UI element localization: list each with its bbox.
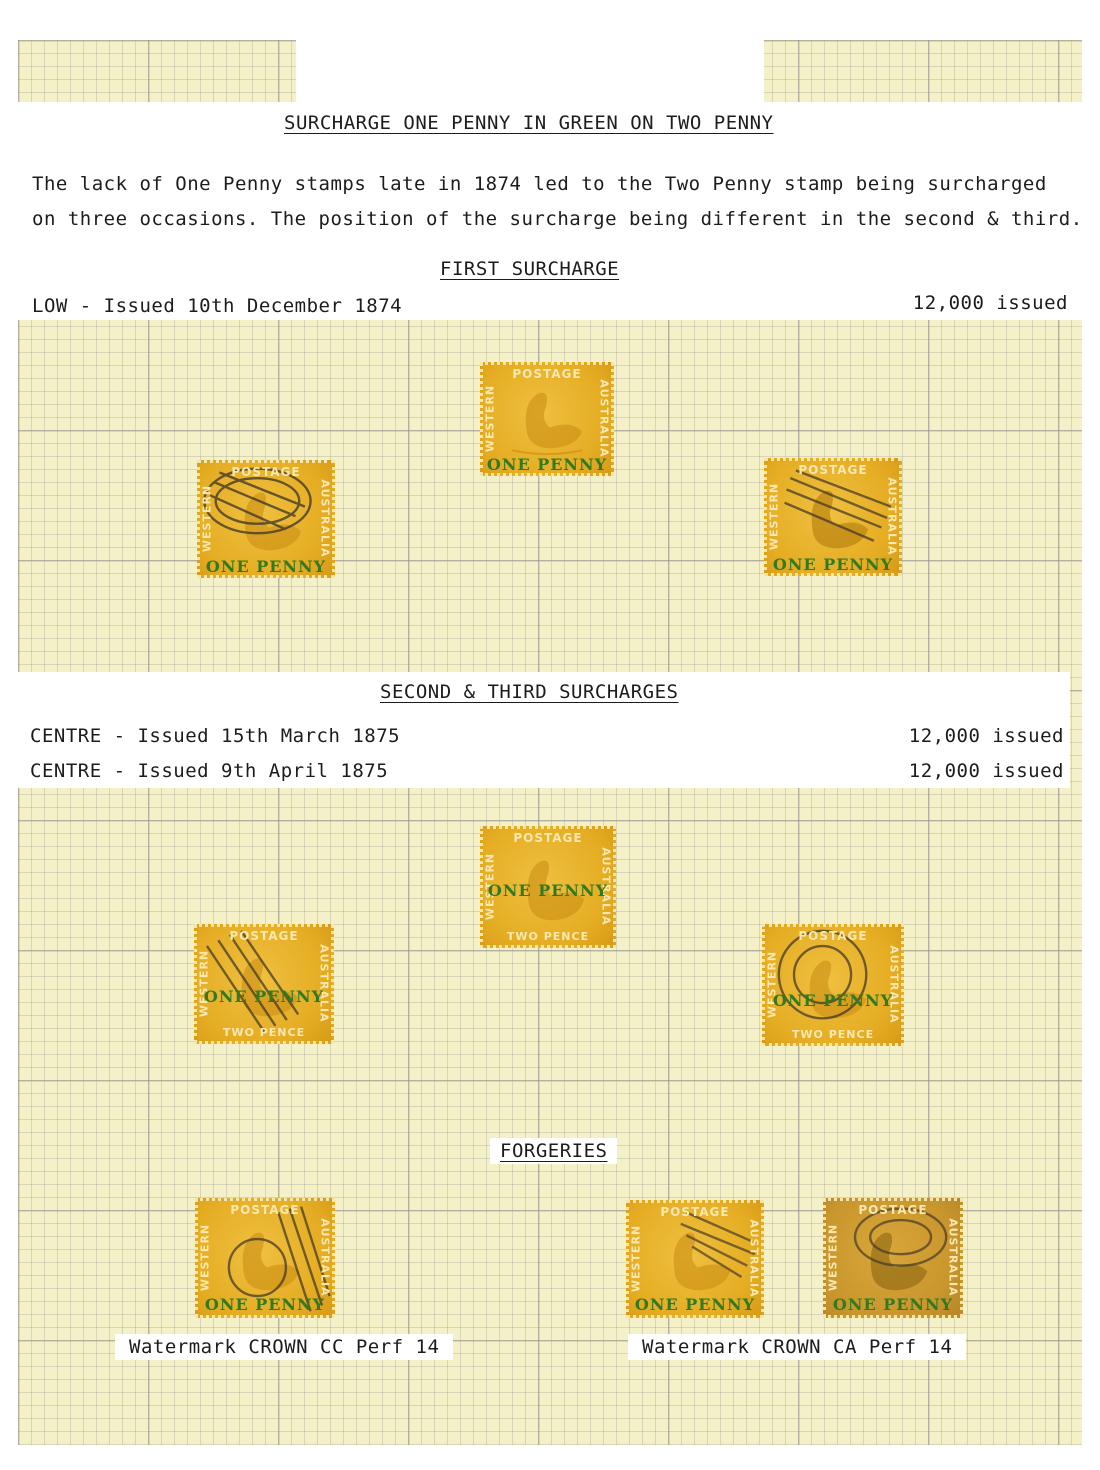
stamp-postage-text: POSTAGE (858, 1203, 928, 1217)
forgery-caption-cc: Watermark CROWN CC Perf 14 (115, 1334, 453, 1360)
stamp-western-text: WESTERN (197, 949, 211, 1018)
stamp-australia-text: AUSTRALIA (318, 479, 332, 558)
stamp-australia-text: AUSTRALIA (318, 1218, 332, 1297)
intro-line-1: The lack of One Penny stamps late in 1874 led to the Two Penny stamp being surcharged (32, 173, 1047, 195)
stamp-first-right (764, 458, 902, 576)
stamp-value-text: TWO PENCE (791, 1028, 875, 1041)
page-margin-bottom (0, 1445, 1100, 1470)
stamp-postage-text: POSTAGE (231, 465, 301, 479)
stamp-postage-text: POSTAGE (660, 1205, 730, 1219)
stamp-forgery-ca-1 (626, 1200, 764, 1318)
surcharge-overprint: ONE PENNY (203, 987, 325, 1006)
stamp-second-top (480, 826, 616, 948)
second-third-heading: SECOND & THIRD SURCHARGES (380, 681, 679, 703)
stamp-western-text: WESTERN (483, 852, 497, 921)
surcharge-overprint: ONE PENNY (772, 991, 894, 1010)
stamp-australia-text: AUSTRALIA (599, 847, 613, 926)
third-quantity: 12,000 issued (908, 760, 1064, 782)
second-quantity: 12,000 issued (908, 725, 1064, 747)
forgery-caption-ca: Watermark CROWN CA Perf 14 (628, 1334, 966, 1360)
stamp-postage-text: POSTAGE (513, 831, 583, 845)
stamp-postage-text: POSTAGE (230, 1203, 300, 1217)
stamp-australia-text: AUSTRALIA (885, 477, 899, 556)
stamp-western-text: WESTERN (765, 950, 779, 1019)
page-margin-left (0, 0, 18, 1470)
stamp-western-text: WESTERN (200, 484, 214, 553)
stamp-second-right (762, 924, 904, 1046)
stamp-western-text: WESTERN (826, 1223, 840, 1292)
stamp-postage-text: POSTAGE (798, 463, 868, 477)
stamp-first-left (197, 460, 335, 578)
stamp-australia-text: AUSTRALIA (747, 1219, 761, 1298)
first-surcharge-heading: FIRST SURCHARGE (440, 258, 620, 280)
surcharge-overprint: ONE PENNY (204, 1295, 326, 1314)
stamp-australia-text: AUSTRALIA (597, 379, 611, 458)
stamp-second-left (194, 924, 334, 1044)
stamp-australia-text: AUSTRALIA (946, 1218, 960, 1297)
intro-line-2: on three occasions. The position of the surcharge being different in the second & third. (32, 208, 1083, 230)
surcharge-overprint: ONE PENNY (832, 1295, 954, 1314)
stamp-postage-text: POSTAGE (798, 929, 868, 943)
header-panel (18, 102, 1082, 320)
first-surcharge-quantity: 12,000 issued (912, 292, 1068, 314)
stamp-western-text: WESTERN (483, 384, 497, 453)
surcharge-overprint: ONE PENNY (486, 455, 608, 474)
stamp-forgery-ca-2 (823, 1198, 963, 1318)
first-surcharge-issue: LOW - Issued 10th December 1874 (32, 295, 403, 317)
stamp-australia-text: AUSTRALIA (887, 945, 901, 1024)
stamp-western-text: WESTERN (198, 1223, 212, 1292)
stamp-postage-text: POSTAGE (229, 929, 299, 943)
stamp-postage-text: POSTAGE (512, 367, 582, 381)
stamp-western-text: WESTERN (767, 482, 781, 551)
stamp-value-text: TWO PENCE (222, 1026, 306, 1039)
surcharge-overprint: ONE PENNY (772, 555, 894, 574)
surcharge-overprint: ONE PENNY (487, 881, 609, 900)
page-margin-right (1082, 0, 1100, 1470)
second-issue: CENTRE - Issued 15th March 1875 (30, 725, 401, 747)
forgeries-heading: FORGERIES (490, 1138, 617, 1164)
stamp-forgery-cc (195, 1198, 335, 1318)
stamp-first-top (480, 362, 614, 476)
cancellation-mark (197, 927, 331, 1041)
page-notch (296, 0, 764, 102)
surcharge-overprint: ONE PENNY (634, 1295, 756, 1314)
surcharge-overprint: ONE PENNY (205, 557, 327, 576)
third-issue: CENTRE - Issued 9th April 1875 (30, 760, 389, 782)
second-third-panel (18, 672, 1070, 788)
page-title: SURCHARGE ONE PENNY IN GREEN ON TWO PENNY (284, 112, 774, 134)
stamp-australia-text: AUSTRALIA (317, 944, 331, 1023)
stamp-western-text: WESTERN (629, 1224, 643, 1293)
stamp-value-text: TWO PENCE (506, 930, 590, 943)
postmark-circle (765, 927, 901, 1043)
